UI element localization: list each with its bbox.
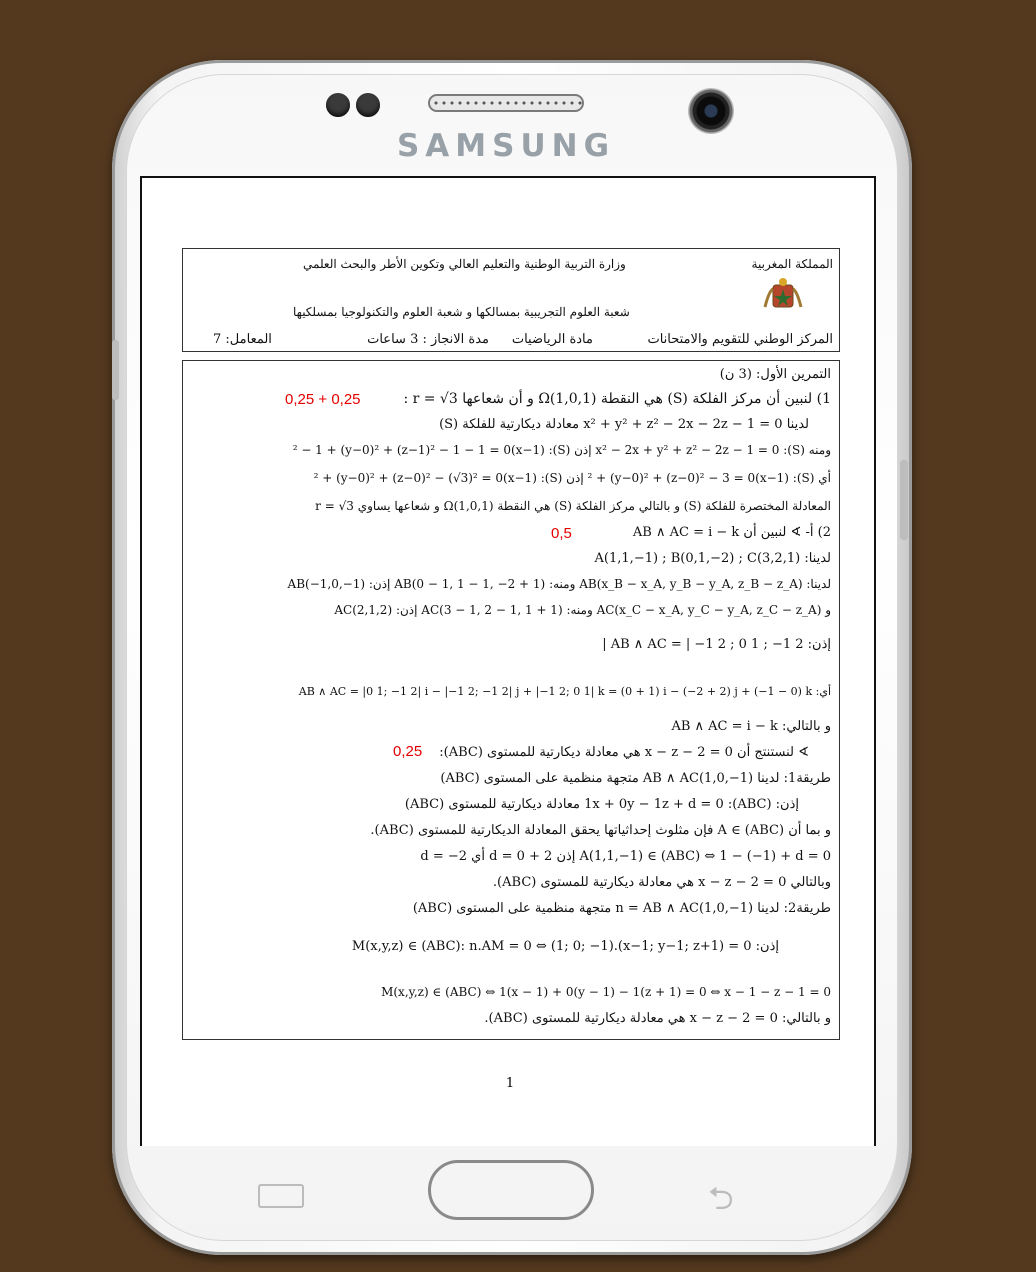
text-line: 1) لنبين أن مركز الفلكة (S) هي النقطة Ω(1,0,1) و أن شعاعها r = √3 : <box>403 391 831 407</box>
volume-button[interactable] <box>112 340 119 400</box>
text-line: طريقة2: لدينا n = AB ∧ AC(1,0,−1) متجهة منظمية على المستوى (ABC) <box>412 901 831 916</box>
text-line: و بما أن A ∈ (ABC) فإن مثلوث إحداثياتها يحقق المعادلة الديكارتية للمستوى (ABC). <box>370 823 831 838</box>
text-line: و بالتالي: AB ∧ AC = i − k <box>671 719 831 734</box>
exercise-title: التمرين الأول: (3 ن) <box>719 367 831 382</box>
sensor-icon <box>356 93 380 117</box>
text-line: A(1,1,−1) ∈ (ABC) ⇔ 1 − (−1) + d = 0 إذن 2 + d = 0 أي d = −2 <box>420 849 831 864</box>
emblem-icon <box>763 277 803 313</box>
text-line: وبالتالي x − z − 2 = 0 هي معادلة ديكارتية للمستوى (ABC). <box>492 875 831 890</box>
text-line: المعادلة المختصرة للفلكة (S) و بالتالي مركز الفلكة (S) هي النقطة Ω(1,0,1) و شعاعها يساوي r = √3 <box>315 499 831 513</box>
text-line: إذن: AB ∧ AC = | −1 2 ; 0 1 ; −1 2 | <box>602 637 831 652</box>
text-line: 2) أ- ∢ لنبين أن AB ∧ AC = i − k <box>632 525 831 540</box>
text-line: لدينا: A(1,1,−1) ; B(0,1,−2) ; C(3,2,1) <box>594 551 831 566</box>
screen[interactable] <box>140 176 876 1146</box>
mark-q1: 0,25 + 0,25 <box>285 391 361 408</box>
earpiece-speaker <box>428 94 584 112</box>
center-label: المركز الوطني للتقويم والامتحانات <box>647 332 833 347</box>
text-line: إذن: M(x,y,z) ∈ (ABC): n.AM = 0 ⇔ (1; 0; −1).(x−1; y−1; z+1) = 0 <box>351 939 779 954</box>
mark-q2a: 0,5 <box>551 525 572 542</box>
brand-logo: SAMSUNG <box>396 128 616 164</box>
home-button[interactable] <box>428 1160 594 1220</box>
document-page <box>182 248 840 1040</box>
text-line: ∢ لنستنتج أن x − z − 2 = 0 هي معادلة ديكارتية للمستوى (ABC): <box>439 745 809 760</box>
text-line: أي: AB ∧ AC = |0 1; −1 2| i − |−1 2; −1 2| j + |−1 2; 0 1| k = (0 + 1) i − (−2 + 2) j + (−1 − 0) k <box>298 685 831 698</box>
power-button[interactable] <box>900 460 908 540</box>
text-line: لدينا x² + y² + z² − 2x − 2z − 1 = 0 معادلة ديكارتية للفلكة (S) <box>439 417 809 432</box>
text-line: و AC(x_C − x_A, y_C − y_A, z_C − z_A) ومنه: AC(3 − 1, 2 − 1, 1 + 1) إذن: AC(2,1,2) <box>334 603 831 617</box>
text-line: و بالتالي: x − z − 2 = 0 هي معادلة ديكارتية للمستوى (ABC). <box>484 1011 831 1026</box>
text-line: ومنه (S): x² − 2x + y² + z² − 2z − 1 = 0 إذن (S): (x−1)² − 1 + (y−0)² + (z−1)² − 1 − 1 = 0 <box>292 443 831 457</box>
mark-q2b: 0,25 <box>393 743 423 760</box>
back-arrow-icon[interactable]: ⮌ <box>708 1179 734 1217</box>
text-line: M(x,y,z) ∈ (ABC) ⇔ 1(x − 1) + 0(y − 1) − 1(z + 1) = 0 ⇔ x − 1 − z − 1 = 0 <box>381 985 831 999</box>
sensor-dots <box>326 93 386 121</box>
kingdom-label: المملكة المغربية <box>751 257 833 271</box>
exam-header <box>182 248 840 352</box>
recent-apps-button[interactable] <box>258 1184 304 1208</box>
solution-content <box>182 360 840 1040</box>
branch-label: شعبة العلوم التجريبية بمسالكها و شعبة العلوم والتكنولوجيا بمسلكيها <box>293 305 630 319</box>
ministry-label: وزارة التربية الوطنية والتعليم العالي وتكوين الأطر والبحث العلمي <box>303 257 626 271</box>
text-line: أي (S): (x−1)² + (y−0)² + (z−0)² − 3 = 0 إذن (S): (x−1)² + (y−0)² + (z−0)² − (√3)² = 0 <box>313 471 831 485</box>
sensor-icon <box>326 93 350 117</box>
nav-bar <box>140 1146 876 1226</box>
page-number: 1 <box>505 1076 515 1091</box>
text-line: طريقة1: لدينا AB ∧ AC(1,0,−1) متجهة منظمية على المستوى (ABC) <box>440 771 831 786</box>
text-line: إذن: (ABC): 1x + 0y − 1z + d = 0 معادلة ديكارتية للمستوى (ABC) <box>404 797 799 812</box>
coefficient-label: المعامل: 7 <box>213 332 272 347</box>
duration-label: مدة الانجاز : 3 ساعات <box>367 332 489 347</box>
subject-label: مادة الرياضيات <box>511 332 593 347</box>
text-line: لدينا: AB(x_B − x_A, y_B − y_A, z_B − z_A) ومنه: AB(0 − 1, 1 − 1, −2 + 1) إذن: AB(−1,0,−1) <box>287 577 831 591</box>
